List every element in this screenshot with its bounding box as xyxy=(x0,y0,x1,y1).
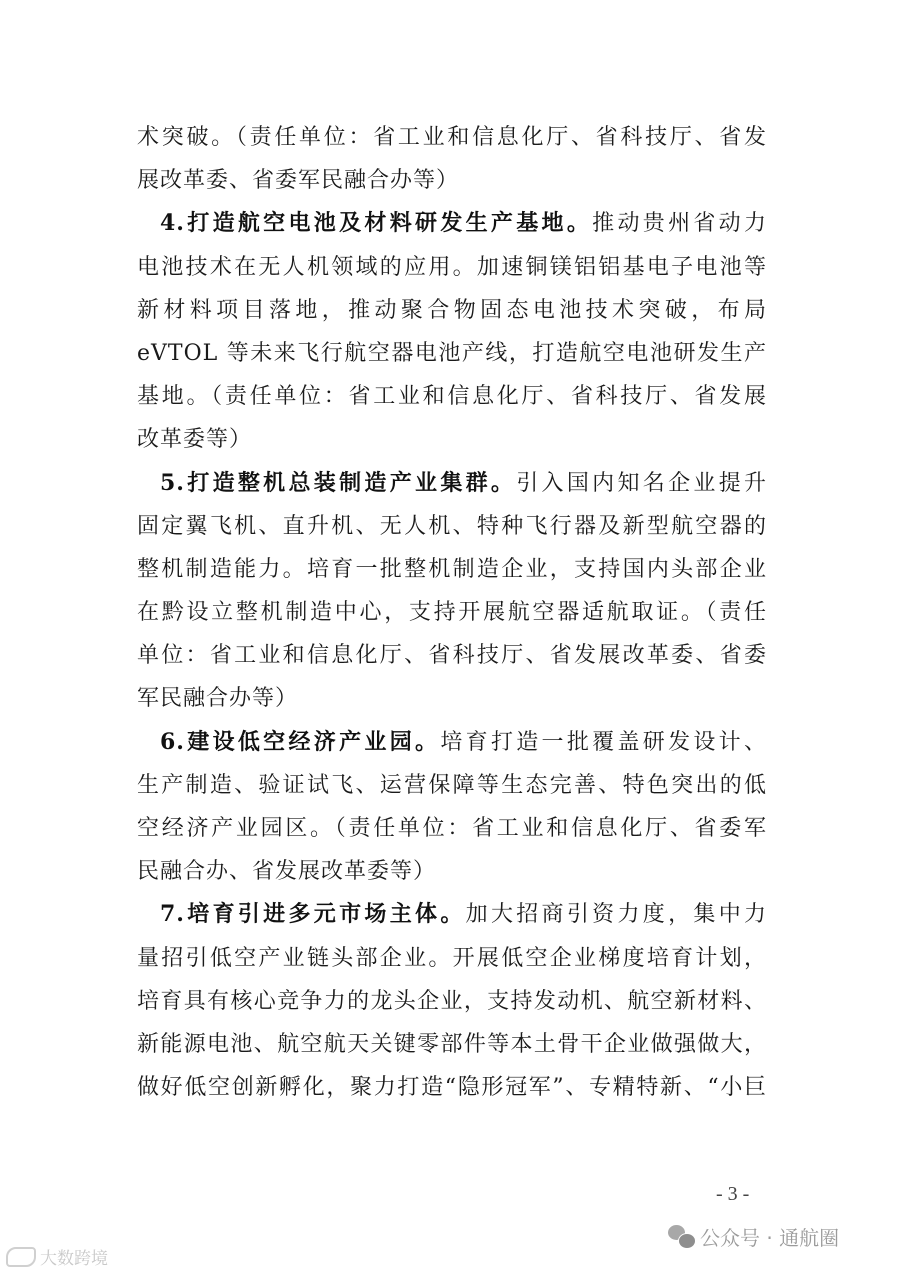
line-text: 在黔设立整机制造中心，支持开展航空器适航取证。（责任 xyxy=(137,600,767,626)
text-line xyxy=(137,634,767,677)
text-line xyxy=(137,289,767,332)
line-text: 空经济产业园区。（责任单位：省工业和信息化厅、省委军 xyxy=(137,816,767,841)
line-text: 电池技术在无人机领域的应用。加速铜镁铝铝基电子电池等 xyxy=(137,254,767,280)
text-line xyxy=(137,937,767,980)
document-body xyxy=(137,116,767,1109)
text-line xyxy=(137,764,767,807)
line-text: 军民融合办等） xyxy=(137,686,299,712)
page-number: - 3 - xyxy=(716,1183,750,1205)
text-line xyxy=(137,375,767,418)
text-line xyxy=(137,548,767,591)
line-text: 新能源电池、航空航天关键零部件等本土骨干企业做强做大， xyxy=(137,1031,767,1057)
line-text: 民融合办、省发展改革委等） xyxy=(137,859,437,885)
line-text: 做好低空创新孵化，聚力打造“隐形冠军”、专精特新、“小巨 xyxy=(137,1075,767,1101)
line-text: 整机制造能力。培育一批整机制造企业，支持国内头部企业 xyxy=(137,556,767,582)
line-text: 固定翼飞机、直升机、无人机、特种飞行器及新型航空器的 xyxy=(137,513,767,539)
text-line xyxy=(137,591,767,634)
line-text: 展改革委、省委军民融合办等） xyxy=(137,168,460,194)
text-line xyxy=(137,418,767,461)
line-text: 生产制造、验证试飞、运营保障等生态完善、特色突出的低 xyxy=(137,772,767,798)
section-heading-line xyxy=(137,721,767,764)
section-heading-line xyxy=(137,462,767,505)
line-text: 培育具有核心竞争力的龙头企业，支持发动机、航空新材料、 xyxy=(137,988,767,1014)
section-heading-line xyxy=(137,893,767,936)
watermark xyxy=(6,1244,108,1269)
text-line xyxy=(137,332,767,375)
text-line xyxy=(137,116,767,159)
text-line xyxy=(137,1023,767,1066)
text-line xyxy=(137,1066,767,1109)
text-line xyxy=(137,246,767,289)
line-text: 单位：省工业和信息化厅、省科技厅、省发展改革委、省委 xyxy=(137,643,767,669)
line-text: 改革委等） xyxy=(137,427,253,453)
section-title: 5.打造整机总装制造产业集群。 xyxy=(160,469,517,496)
watermark-text: 大数跨境 xyxy=(40,1249,108,1269)
line-text: eVTOL 等未来飞行航空器电池产线，打造航空电池研发生产 xyxy=(137,340,767,366)
line-text: 基地。（责任单位：省工业和信息化厅、省科技厅、省发展 xyxy=(137,384,767,410)
line-text: 术突破。（责任单位：省工业和信息化厅、省科技厅、省发 xyxy=(137,125,767,150)
section-title: 4.打造航空电池及材料研发生产基地。 xyxy=(160,210,593,237)
line-text: 新材料项目落地，推动聚合物固态电池技术突破，布局 xyxy=(137,297,767,323)
section-heading-line xyxy=(137,202,767,245)
wechat-label: 公众号 · 通航圈 xyxy=(700,1226,840,1250)
text-line xyxy=(137,505,767,548)
text-line xyxy=(137,677,767,720)
section-title: 6.建设低空经济产业园。 xyxy=(160,728,441,755)
text-line xyxy=(137,980,767,1023)
line-text: 引入国内知名企业提升 xyxy=(516,470,767,496)
text-line xyxy=(137,159,767,202)
line-text: 培育打造一批覆盖研发设计、 xyxy=(440,729,767,755)
wechat-icon xyxy=(668,1225,694,1249)
text-line xyxy=(137,850,767,893)
watermark-logo-icon xyxy=(6,1247,36,1267)
line-text: 量招引低空产业链头部企业。开展低空企业梯度培育计划， xyxy=(137,945,767,971)
line-text: 加大招商引资力度，集中力 xyxy=(465,902,767,928)
wechat-account-badge xyxy=(668,1222,839,1251)
line-text: 推动贵州省动力 xyxy=(592,211,767,237)
text-line xyxy=(137,807,767,850)
section-title: 7.培育引进多元市场主体。 xyxy=(160,901,466,928)
